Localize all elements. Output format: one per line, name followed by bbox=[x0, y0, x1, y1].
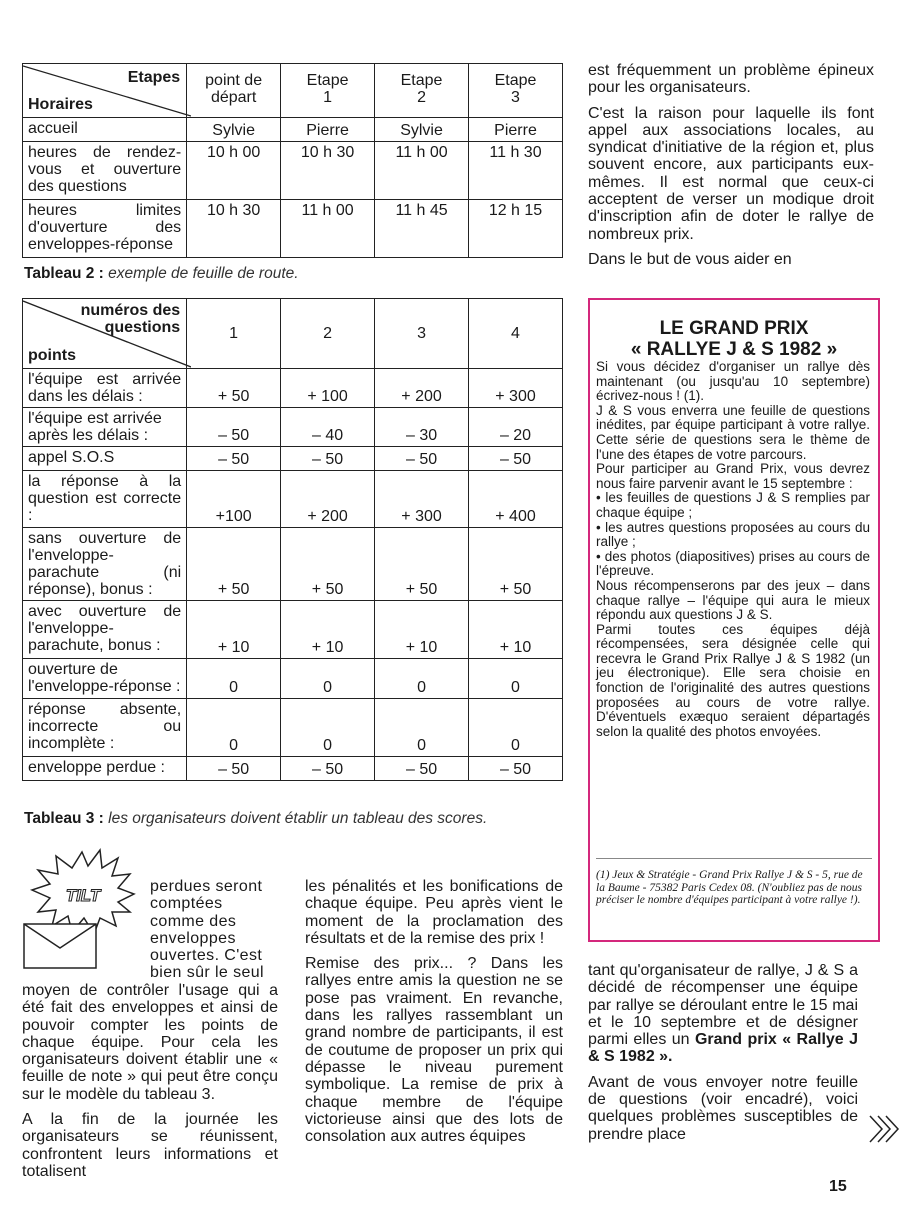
table-row bbox=[23, 528, 563, 601]
table-cell: 0 bbox=[375, 699, 469, 757]
table-cell: Pierre bbox=[469, 118, 563, 142]
tilt-envelope-illustration bbox=[22, 846, 144, 970]
column-1 bbox=[22, 982, 278, 1188]
table-cell: Sylvie bbox=[187, 118, 281, 142]
table-cell: – 50 bbox=[187, 408, 281, 447]
table-cell: 11 h 00 bbox=[375, 142, 469, 200]
column-1-intro: perdues seront comptées comme des enveloppes ouvertes. C'est bien sûr le seul bbox=[150, 878, 265, 982]
paragraph: J & S vous enverra une feuille de questions inédites, par équipe participant à votre rallye. Cette série de questions sera le thème de l'une des étapes de votre parcours. bbox=[596, 402, 870, 462]
table-row bbox=[23, 142, 563, 200]
table3-corner-top: numéros des bbox=[80, 302, 181, 319]
table-cell: Sylvie bbox=[375, 118, 469, 142]
paragraph: Dans le but de vous aider en bbox=[588, 250, 792, 268]
paragraph: moyen de contrôler l'usage qui a été fait des enveloppes et ainsi de pouvoir compter les points de chaque équipe. Pour cela les organisateurs doivent établir une « feuille de note » qui peut être conçu sur le modèle du tableau 3. bbox=[22, 982, 278, 1103]
continue-arrows-icon bbox=[868, 1112, 902, 1151]
table-cell: – 50 bbox=[281, 447, 375, 471]
bullet-item: • les feuilles de questions J & S remplies par chaque équipe ; bbox=[596, 490, 870, 520]
row-label: heures limites d'ouverture des enveloppes-réponse bbox=[23, 200, 187, 258]
box-body bbox=[590, 360, 878, 739]
table-cell: 12 h 15 bbox=[469, 200, 563, 258]
table-cell: + 100 bbox=[281, 369, 375, 408]
table-cell: 10 h 00 bbox=[187, 142, 281, 200]
table2-caption: Tableau 2 : exemple de feuille de route. bbox=[24, 265, 299, 282]
row-label: heures de rendez-vous et ouverture des questions bbox=[23, 142, 187, 200]
table-cell: – 50 bbox=[375, 757, 469, 781]
paragraph: A la fin de la journée les organisateurs se réunissent, confrontent leurs informations et totalisent bbox=[22, 1111, 278, 1180]
grand-prix-bold: Grand prix « Rallye J & S 1982 ». bbox=[588, 1031, 858, 1066]
table-cell: – 20 bbox=[469, 408, 563, 447]
column-3 bbox=[588, 962, 858, 1151]
row-label: ouverture de l'enveloppe-réponse : bbox=[23, 659, 187, 699]
table-cell: + 10 bbox=[469, 601, 563, 659]
paragraph: Pour participer au Grand Prix, vous devrez nous faire parvenir avant le 15 septembre : bbox=[596, 461, 870, 491]
table-cell: 0 bbox=[375, 659, 469, 699]
table-cell: 11 h 45 bbox=[375, 200, 469, 258]
table3-header: 4 bbox=[469, 299, 563, 369]
table-cell: + 50 bbox=[187, 528, 281, 601]
right-column-top bbox=[588, 62, 874, 276]
table2-header: point de départ bbox=[187, 64, 281, 118]
table3-corner-top-2: questions bbox=[104, 319, 181, 336]
table-cell: + 50 bbox=[375, 528, 469, 601]
table2-header: Etape 3 bbox=[469, 64, 563, 118]
table-cell: + 10 bbox=[281, 601, 375, 659]
table-cell: 0 bbox=[281, 699, 375, 757]
box-footnote: (1) Jeux & Stratégie - Grand Prix Rallye J & S - 5, rue de la Baume - 75382 Paris Cedex 08. (N'oubliez pas de nous préciser le nombre d'équipes participant à votre rallye !). bbox=[596, 858, 872, 907]
paragraph: C'est la raison pour laquelle ils font appel aux associations locales, au syndicat d'initiative de la région et, plus souvent encore, aux participants eux-mêmes. Il est normal que ceux-ci acceptent de verser un modique droit d'inscription afin de doter le rallye de nombreux prix. bbox=[588, 104, 874, 243]
table-cell: 11 h 30 bbox=[469, 142, 563, 200]
row-label: la réponse à la question est correcte : bbox=[23, 471, 187, 528]
table-row bbox=[23, 369, 563, 408]
table-cell: – 50 bbox=[281, 757, 375, 781]
table-cell: + 50 bbox=[187, 369, 281, 408]
table3-caption: Tableau 3 : les organisateurs doivent établir un tableau des scores. bbox=[24, 810, 488, 827]
table-cell: + 300 bbox=[375, 471, 469, 528]
table-scores bbox=[22, 298, 563, 781]
table-row bbox=[23, 659, 563, 699]
table-row bbox=[23, 447, 563, 471]
bullet-item: • les autres questions proposées au cours du rallye ; bbox=[596, 519, 870, 550]
table2-header: Etape 1 bbox=[281, 64, 375, 118]
table-cell: 0 bbox=[469, 659, 563, 699]
table-cell: + 50 bbox=[281, 528, 375, 601]
row-label: avec ouverture de l'enveloppe-parachute, bonus : bbox=[23, 601, 187, 659]
table3-header: 3 bbox=[375, 299, 469, 369]
table-cell: + 50 bbox=[469, 528, 563, 601]
table-cell: + 400 bbox=[469, 471, 563, 528]
table-row bbox=[23, 757, 563, 781]
row-label: l'équipe est arrivée après les délais : bbox=[23, 408, 187, 447]
box-title: LE GRAND PRIX « RALLYE J & S 1982 » bbox=[630, 318, 838, 360]
table-cell: + 200 bbox=[281, 471, 375, 528]
table-cell: + 200 bbox=[375, 369, 469, 408]
table2-header: Etape 2 bbox=[375, 64, 469, 118]
table-cell: + 300 bbox=[469, 369, 563, 408]
table-row bbox=[23, 118, 563, 142]
table-row bbox=[23, 471, 563, 528]
row-label: enveloppe perdue : bbox=[23, 757, 187, 781]
table-cell: 0 bbox=[187, 659, 281, 699]
row-label: appel S.O.S bbox=[23, 447, 187, 471]
column-2 bbox=[305, 878, 563, 1153]
table2-corner-cell bbox=[23, 64, 187, 118]
tilt-text: TILT bbox=[65, 886, 101, 905]
row-label: réponse absente, incorrecte ou incomplète : bbox=[23, 699, 187, 757]
table3-corner-cell bbox=[23, 299, 187, 369]
table-cell: + 10 bbox=[375, 601, 469, 659]
table-cell: – 40 bbox=[281, 408, 375, 447]
paragraph: les pénalités et les bonifications de chaque équipe. Peu après vient le moment de la proclamation des résultats et de la remise des prix ! bbox=[305, 878, 563, 947]
table-cell: 10 h 30 bbox=[281, 142, 375, 200]
paragraph: Remise des prix... ? Dans les rallyes entre amis la question ne se pose pas vraiment. En revanche, dans les rallyes rassemblant un grand nombre de participants, il est de coutume de proposer un prix qui dépasse le niveau purement symbolique. La remise de prix à chaque membre de l'équipe victorieuse ainsi que des lots de consolation aux autres équipes bbox=[305, 955, 563, 1146]
table-cell: Pierre bbox=[281, 118, 375, 142]
table-cell: +100 bbox=[187, 471, 281, 528]
table2-corner-top: Etapes bbox=[127, 69, 181, 86]
table-cell: 0 bbox=[469, 699, 563, 757]
paragraph: Avant de vous envoyer notre feuille de questions (voir encadré), voici quelques problèmes susceptibles de prendre place bbox=[588, 1073, 858, 1143]
row-label: l'équipe est arrivée dans les délais : bbox=[23, 369, 187, 408]
paragraph: Nous récompenserons par des jeux – dans chaque rallye – l'équipe qui aura le mieux répondu aux questions J & S. bbox=[596, 577, 870, 623]
row-label: sans ouverture de l'enveloppe-parachute (ni réponse), bonus : bbox=[23, 528, 187, 601]
table-cell: – 50 bbox=[187, 447, 281, 471]
table-cell: – 50 bbox=[187, 757, 281, 781]
table-cell: + 10 bbox=[187, 601, 281, 659]
grand-prix-box bbox=[588, 298, 880, 942]
bullet-item: • des photos (diapositives) prises au cours de l'épreuve. bbox=[596, 548, 870, 579]
paragraph: Si vous décidez d'organiser un rallye dès maintenant (ou jusqu'au 10 septembre) écrivez-nous ! (1). bbox=[596, 359, 870, 404]
paragraph: Parmi toutes ces équipes déjà récompensées, sera désignée celle qui recevra le Grand Prix Rallye J & S 1982 (un jeu électronique). Elle sera choisie en fonction de l'originalité des autres questions proposées au cours de votre rallye. D'éventuels exæquo seraient départagés selon la qualité des photos envoyées. bbox=[596, 621, 870, 739]
table-cell: 10 h 30 bbox=[187, 200, 281, 258]
table-cell: 11 h 00 bbox=[281, 200, 375, 258]
table-row bbox=[23, 408, 563, 447]
table-cell: 0 bbox=[187, 699, 281, 757]
row-label: accueil bbox=[23, 118, 187, 142]
table3-header: 2 bbox=[281, 299, 375, 369]
table-cell: – 30 bbox=[375, 408, 469, 447]
table-row bbox=[23, 601, 563, 659]
paragraph: est fréquemment un problème épineux pour les organisateurs. bbox=[588, 62, 874, 97]
table-cell: 0 bbox=[281, 659, 375, 699]
table-cell: – 50 bbox=[469, 447, 563, 471]
table-cell: – 50 bbox=[469, 757, 563, 781]
page-number: 15 bbox=[829, 1178, 847, 1195]
table-row bbox=[23, 200, 563, 258]
table3-header: 1 bbox=[187, 299, 281, 369]
table-feuille-de-route bbox=[22, 63, 563, 258]
table2-corner-bottom: Horaires bbox=[28, 96, 93, 113]
paragraph: tant qu'organisateur de rallye, J & S a décidé de récompenser une équipe par rallye se déroulant entre le 15 mai et le 10 septembre et de désigner parmi elles un Grand prix « Rallye J & S 1982 ». bbox=[588, 962, 858, 1066]
table3-corner-bottom: points bbox=[28, 347, 76, 364]
table-row bbox=[23, 699, 563, 757]
table-cell: – 50 bbox=[375, 447, 469, 471]
